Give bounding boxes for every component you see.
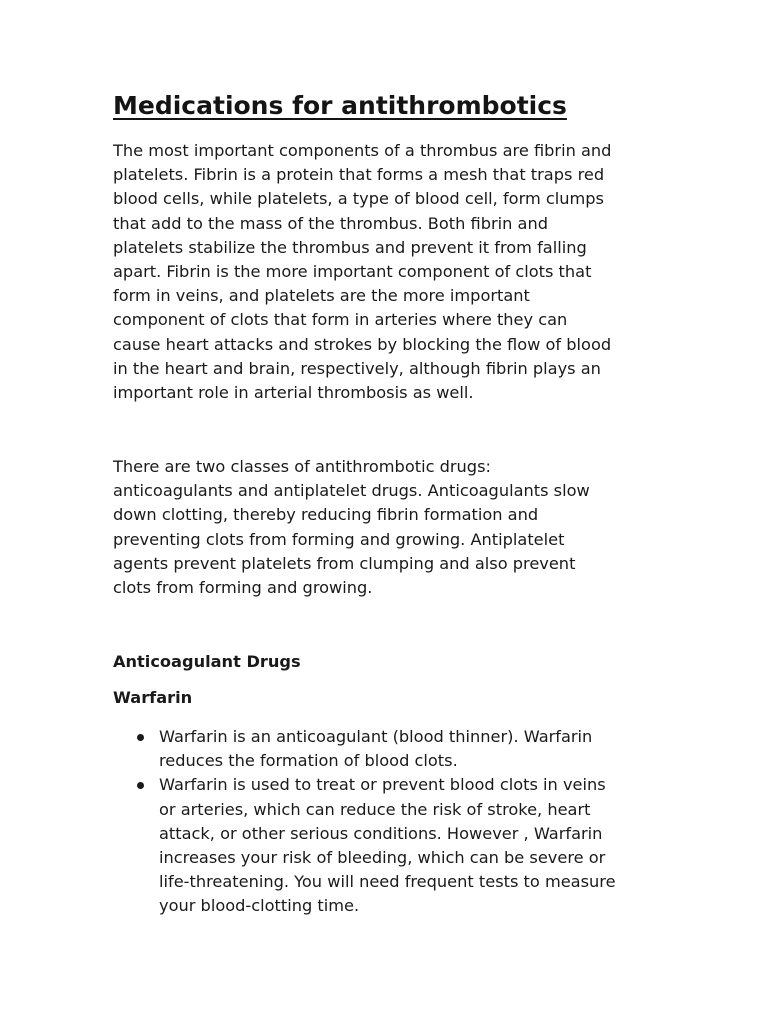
subsection-heading-warfarin: Warfarin: [113, 688, 193, 707]
list-item-line: reduces the formation of blood clots.: [159, 751, 458, 771]
paragraph-line: The most important components of a thrombus are fibrin and: [113, 141, 612, 160]
paragraph-line: agents prevent platelets from clumping and also prevent: [113, 553, 576, 573]
list-item-line: Warfarin is an anticoagulant (blood thinner). Warfarin: [159, 727, 593, 746]
paragraph-line: that add to the mass of the thrombus. Both fibrin and: [113, 213, 548, 233]
paragraph-line: important role in arterial thrombosis as well.: [113, 383, 474, 403]
paragraph-line: apart. Fibrin is the more important component of clots that: [113, 262, 592, 282]
paragraph-line: preventing clots from forming and growing. Antiplatelet: [113, 529, 565, 549]
paragraph-line: platelets. Fibrin is a protein that forms a mesh that traps red: [113, 165, 605, 185]
list-item-line: increases your risk of bleeding, which can be severe or: [159, 848, 606, 868]
paragraph-line: form in veins, and platelets are the more important: [113, 286, 530, 306]
list-item-line: life-threatening. You will need frequent tests to measure: [159, 872, 616, 892]
paragraph-line: platelets stabilize the thrombus and prevent it from falling: [113, 237, 587, 257]
section-heading-anticoagulant-drugs: Anticoagulant Drugs: [113, 652, 301, 671]
drug-classes-paragraph: [113, 455, 673, 600]
paragraph-line: down clotting, thereby reducing fibrin formation and: [113, 505, 539, 525]
list-item: [113, 725, 693, 773]
bullet-icon: [137, 734, 144, 741]
paragraph-line: cause heart attacks and strokes by blocking the flow of blood: [113, 334, 612, 354]
paragraph-line: There are two classes of antithrombotic drugs:: [113, 457, 491, 476]
bullet-icon: [137, 782, 144, 789]
intro-paragraph: [113, 139, 673, 405]
list-item-line: attack, or other serious conditions. However , Warfarin: [159, 823, 603, 843]
paragraph-line: component of clots that form in arteries where they can: [113, 310, 568, 330]
document-title: Medications for antithrombotics: [113, 91, 567, 120]
list-item: [113, 773, 693, 918]
list-item-line: your blood-clotting time.: [159, 896, 360, 916]
warfarin-bullet-list: [113, 725, 693, 919]
paragraph-line: in the heart and brain, respectively, although fibrin plays an: [113, 358, 601, 378]
list-item-line: Warfarin is used to treat or prevent blood clots in veins: [159, 775, 606, 795]
paragraph-line: anticoagulants and antiplatelet drugs. Anticoagulants slow: [113, 481, 590, 501]
list-item-line: or arteries, which can reduce the risk of stroke, heart: [159, 799, 591, 819]
paragraph-line: clots from forming and growing.: [113, 578, 373, 598]
paragraph-line: blood cells, while platelets, a type of blood cell, form clumps: [113, 189, 604, 209]
